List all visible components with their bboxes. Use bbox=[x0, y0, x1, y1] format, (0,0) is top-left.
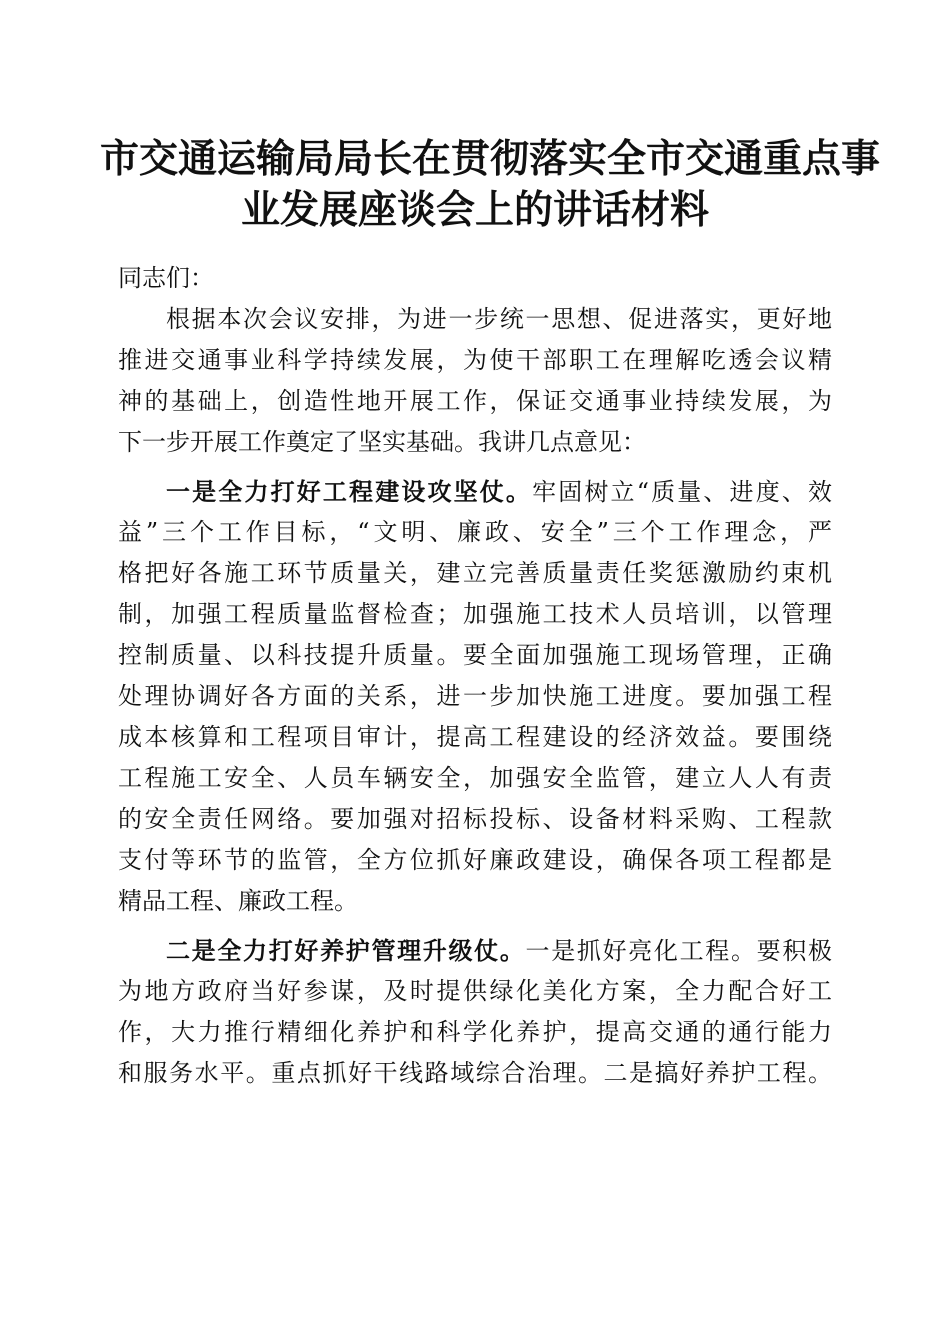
section1-first-line bbox=[118, 471, 832, 512]
title-line-2: 业发展座谈会上的讲话材料 bbox=[240, 187, 709, 233]
document-body bbox=[118, 258, 832, 1094]
intro-line-1: 根据本次会议安排，为进一步统一思想、促进落实，更好地 bbox=[166, 305, 832, 333]
section1-line: 处理协调好各方面的关系，进一步加快施工进度。要加强工程 bbox=[118, 682, 832, 710]
section2-lead: 二是全力打好养护管理升级仗。 bbox=[166, 936, 526, 965]
section1-first-line-rest: 牢固树立“质量、进度、效 bbox=[532, 478, 832, 506]
salutation: 同志们： bbox=[118, 264, 214, 292]
document-title bbox=[100, 134, 881, 236]
intro-line-2: 推进交通事业科学持续发展，为使干部职工在理解吃透会议精 bbox=[118, 346, 832, 374]
title-line-1: 市交通运输局局长在贯彻落实全市交通重点事 bbox=[100, 136, 881, 182]
section1-line: 精品工程、廉政工程。 bbox=[118, 887, 358, 915]
section2-line: 和服务水平。重点抓好干线路域综合治理。二是搞好养护工程。 bbox=[118, 1059, 832, 1087]
section1-line: 格把好各施工环节质量关，建立完善质量责任奖惩激励约束机 bbox=[118, 559, 832, 587]
section1-line: 成本核算和工程项目审计，提高工程建设的经济效益。要围绕 bbox=[118, 723, 832, 751]
section1-line: 的安全责任网络。要加强对招标投标、设备材料采购、工程款 bbox=[118, 805, 832, 833]
intro-line-4: 下一步开展工作奠定了坚实基础。我讲几点意见： bbox=[118, 428, 646, 456]
section1-lead: 一是全力打好工程建设攻坚仗。 bbox=[166, 477, 533, 506]
section1-line: 工程施工安全、人员车辆安全，加强安全监管，建立人人有责 bbox=[118, 764, 832, 792]
intro-line-3: 神的基础上，创造性地开展工作，保证交通事业持续发展，为 bbox=[118, 387, 832, 415]
section2-first-line-rest: 一是抓好亮化工程。要积极 bbox=[525, 937, 833, 965]
section1-line: 支付等环节的监管，全方位抓好廉政建设，确保各项工程都是 bbox=[118, 846, 832, 874]
section2-line: 为地方政府当好参谋，及时提供绿化美化方案，全力配合好工 bbox=[118, 977, 832, 1005]
section1-line: 制，加强工程质量监督检查；加强施工技术人员培训，以管理 bbox=[118, 600, 832, 628]
section1-line: 控制质量、以科技提升质量。要全面加强施工现场管理，正确 bbox=[118, 641, 832, 669]
section2-first-line bbox=[118, 930, 832, 971]
section1-line: 益”三个工作目标，“文明、廉政、安全”三个工作理念，严 bbox=[118, 518, 832, 546]
section2-line: 作，大力推行精细化养护和科学化养护，提高交通的通行能力 bbox=[118, 1018, 832, 1046]
